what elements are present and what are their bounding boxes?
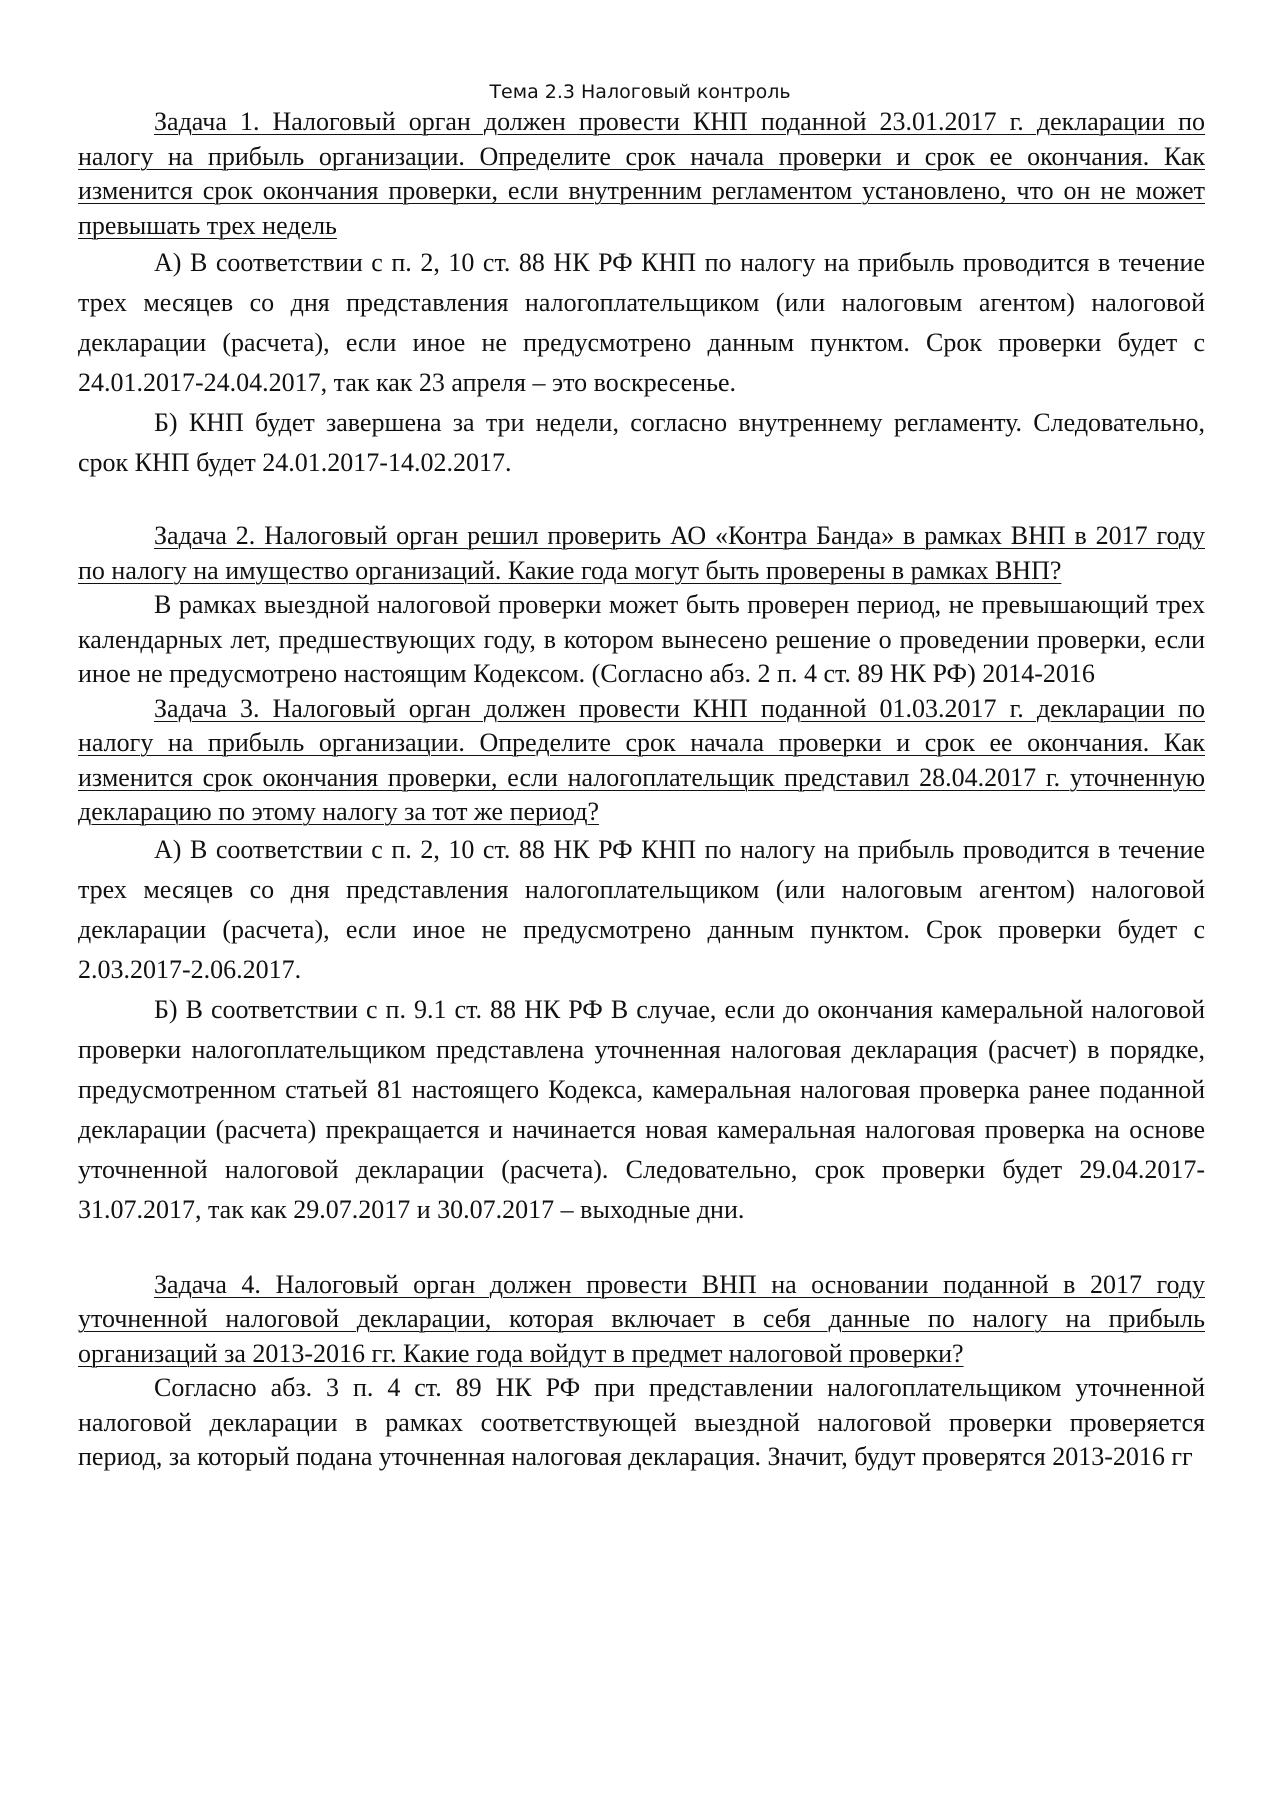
task-2 (78, 519, 1205, 692)
task-1-question: Задача 1. Налоговый орган должен провести КНП поданной 23.01.2017 г. декларации по налогу на прибыль организации. Определите срок начала проверки и срок ее окончания. Как изменится срок окончания проверки, если внутренним регламентом установлено, что он не может превышать трех недель (78, 107, 1205, 240)
task-1-answer-b: Б) КНП будет завершена за три недели, согласно внутреннему регламенту. Следовательно, срок КНП будет 24.01.2017-14.02.2017. (78, 408, 1205, 477)
document-body (78, 105, 1205, 1475)
task-3-answer-a: А) В соответствии с п. 2, 10 ст. 88 НК РФ КНП по налогу на прибыль проводится в течение трех месяцев со дня представления налогоплательщиком (или налоговым агентом) налоговой декларации (расчета), если иное не предусмотрено данным пунктом. Срок проверки будет с 2.03.2017-2.06.2017. (78, 834, 1205, 984)
task-4 (78, 1268, 1205, 1475)
paragraph-spacer (78, 483, 1205, 519)
task-4-answer: Согласно абз. 3 п. 4 ст. 89 НК РФ при представлении налогоплательщиком уточненной налоговой декларации в рамках соответствующей выездной налоговой проверки проверяется период, за который подана уточненная налоговая декларация. Значит, будут проверятся 2013-2016 гг (78, 1373, 1205, 1471)
paragraph-spacer (78, 1230, 1205, 1268)
task-3 (78, 692, 1205, 1230)
task-1 (78, 105, 1205, 483)
task-1-answer-a: А) В соответствии с п. 2, 10 ст. 88 НК РФ КНП по налогу на прибыль проводится в течение трех месяцев со дня представления налогоплательщиком (или налоговым агентом) налоговой декларации (расчета), если иное не предусмотрено данным пунктом. Срок проверки будет с 24.01.2017-24.04.2017, так как 23 апреля – это воскресенье. (78, 248, 1205, 397)
task-4-question: Задача 4. Налоговый орган должен провести ВНП на основании поданной в 2017 году уточненной налоговой декларации, которая включает в себя данные по налогу на прибыль организаций за 2013-2016 гг. Какие года войдут в предмет налоговой проверки? (78, 1269, 1205, 1368)
task-3-answer-b: Б) В соответствии с п. 9.1 ст. 88 НК РФ В случае, если до окончания камеральной налоговой проверки налогоплательщиком представлена уточненная налоговая декларация (расчет) в порядке, предусмотренном статьей 81 настоящего Кодекса, камеральная налоговая проверка ранее поданной декларации (расчета) прекращается и начинается новая камеральная налоговая проверка на основе уточненной налоговой декларации (расчета). Следовательно, срок проверки будет 29.04.2017-31.07.2017, так как 29.07.2017 и 30.07.2017 – выходные дни. (78, 994, 1205, 1224)
document-title: Тема 2.3 Налоговый контроль (489, 81, 791, 103)
task-3-question: Задача 3. Налоговый орган должен провести КНП поданной 01.03.2017 г. декларации по налогу на прибыль организации. Определите срок начала проверки и срок ее окончания. Как изменится срок окончания проверки, если налогоплательщик представил 28.04.2017 г. уточненную декларацию по этому налогу за тот же период? (78, 693, 1205, 826)
task-2-answer: В рамках выездной налоговой проверки может быть проверен период, не превышающий трех календарных лет, предшествующих году, в котором вынесено решение о проведении проверки, если иное не предусмотрено настоящим Кодексом. (Согласно абз. 2 п. 4 ст. 89 НК РФ) 2014-2016 (78, 590, 1205, 688)
task-2-question: Задача 2. Налоговый орган решил проверить АО «Контра Банда» в рамках ВНП в 2017 году по налогу на имущество организаций. Какие года могут быть проверены в рамках ВНП? (78, 521, 1205, 585)
